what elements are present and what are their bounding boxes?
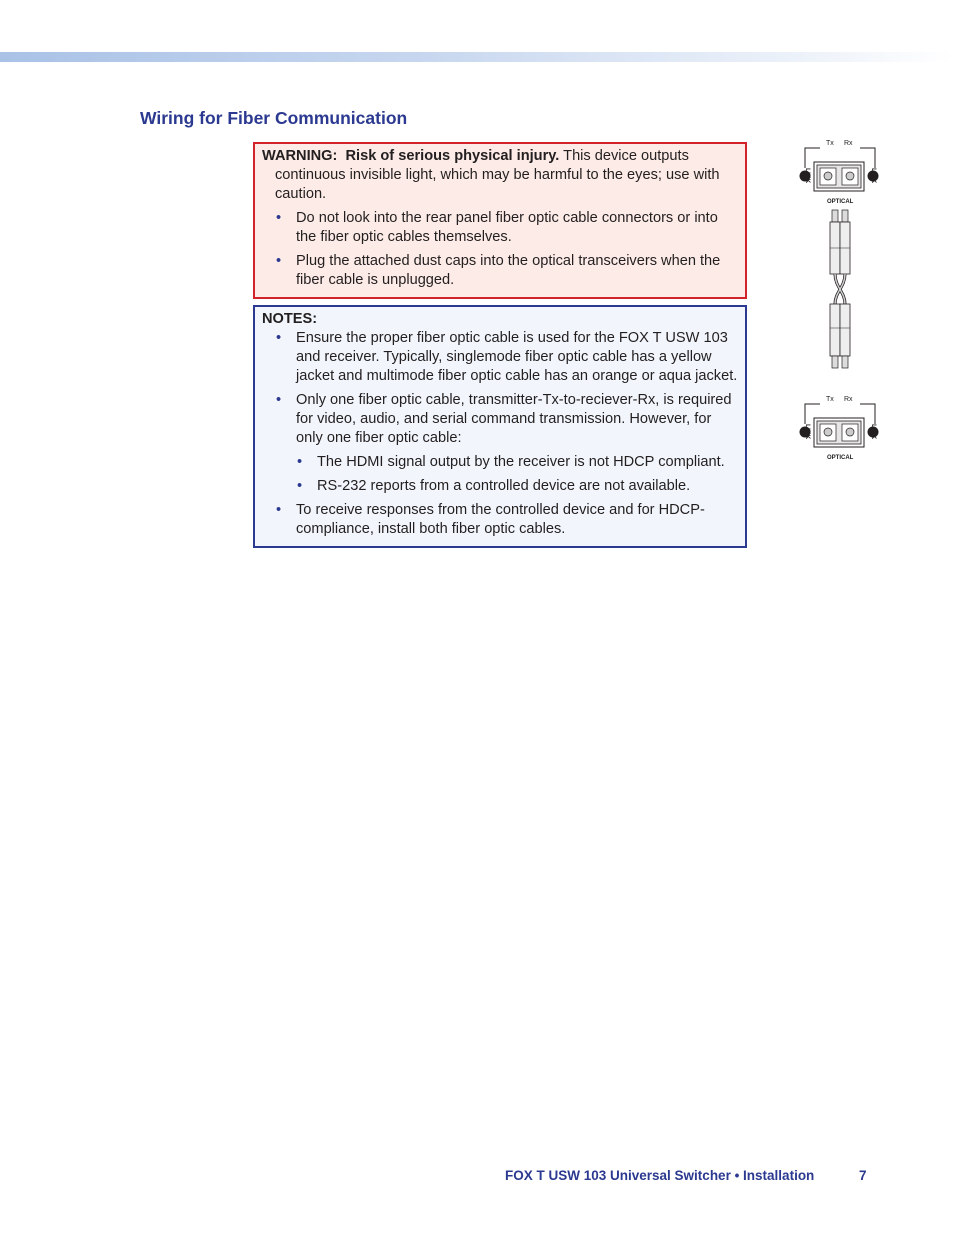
tx-label-top: Tx <box>826 140 834 147</box>
optical-label-bottom: OPTICAL <box>827 455 854 461</box>
page-number: 7 <box>859 1168 867 1183</box>
note-subitem: • RS-232 reports from a controlled device are not available. <box>262 477 738 496</box>
note-item <box>262 391 738 448</box>
optical-label-top: OPTICAL <box>827 199 854 205</box>
led-left-bottom <box>800 427 811 438</box>
footer-title: FOX T USW 103 Universal Switcher • Installation <box>505 1168 815 1183</box>
notes-label: NOTES: <box>262 311 318 327</box>
warning-list <box>262 209 738 290</box>
led-right-top <box>868 171 879 182</box>
note-item-text: Ensure the proper fiber optic cable is used for the FOX T USW 103 and receiver. Typically, singlemode fiber optic cable has a yellow jacket and multimode fiber optic cable has an orange or aqua jacket. <box>296 330 738 384</box>
optical-connector-top <box>800 140 879 205</box>
rx-label-bottom: Rx <box>844 396 853 403</box>
note-subitem: • The HDMI signal output by the receiver is not HDCP compliant. <box>262 453 738 472</box>
header-band <box>0 52 954 62</box>
led-right-bottom <box>868 427 879 438</box>
warning-lead <box>262 147 738 204</box>
warning-item: • Plug the attached dust caps into the optical transceivers when the fiber cable is unplugged. <box>262 252 738 290</box>
warning-label: WARNING: <box>262 148 338 164</box>
warning-item: • Do not look into the rear panel fiber optic cable connectors or into the fiber optic cables themselves. <box>262 209 738 247</box>
tx-label-bottom: Tx <box>826 396 834 403</box>
led-left-top <box>800 171 811 182</box>
rx-label-top: Rx <box>844 140 853 147</box>
warning-title: Risk of serious physical injury. <box>345 148 560 164</box>
warning-box <box>253 142 747 299</box>
note-item-text: Only one fiber optic cable, transmitter-Tx-to-reciever-Rx, is required for video, audio, and serial command transmission. However, for only one fiber optic cable: <box>296 392 732 446</box>
note-item <box>262 329 738 386</box>
note-item: • To receive responses from the controlled device and for HDCP-compliance, install both fiber optic cables. <box>262 501 738 539</box>
section-heading: Wiring for Fiber Communication <box>140 108 408 128</box>
notes-sublist <box>262 453 738 496</box>
notes-box <box>253 305 747 548</box>
notes-list <box>262 329 738 448</box>
notes-list-end <box>262 501 738 539</box>
warning-intro: This device outputs continuous invisible light, which may be harmful to the eyes; use with caution. <box>275 148 720 202</box>
fiber-cable-diagram <box>796 132 886 468</box>
optical-connector-bottom <box>800 396 879 461</box>
fiber-cable <box>830 210 850 368</box>
